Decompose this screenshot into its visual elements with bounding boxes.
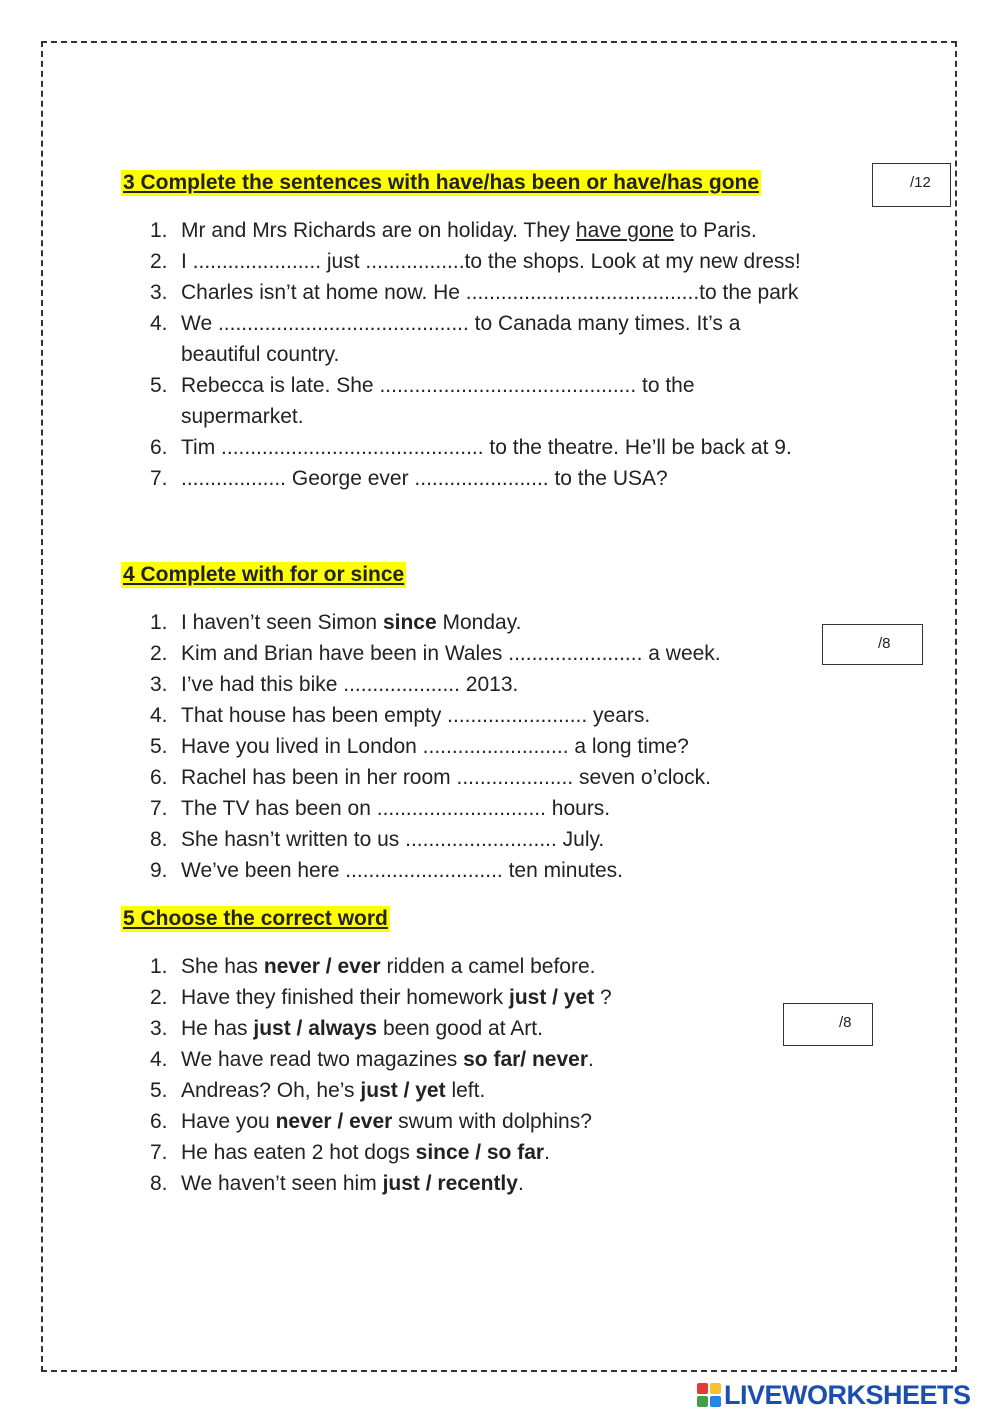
logo-blocks-icon — [696, 1382, 722, 1408]
list-item[interactable]: 2. Have they finished their homework just / yet ? — [150, 986, 612, 1009]
list-item[interactable]: 4. We have read two magazines so far/ never. — [150, 1048, 594, 1071]
list-item[interactable]: 6. Rachel has been in her room .................... seven o’clock. — [150, 766, 711, 789]
word-choice[interactable]: just / recently — [382, 1172, 518, 1195]
section-3-list — [150, 215, 890, 494]
list-item: 1. I haven’t seen Simon since Monday. — [150, 611, 522, 634]
list-item[interactable]: 7. He has eaten 2 hot dogs since / so far. — [150, 1141, 550, 1164]
list-item[interactable]: 3. Charles isn’t at home now. He ........................................to the park — [150, 281, 799, 304]
list-item[interactable]: 4. We ........................................... to Canada many times. It’s a beautiful country. — [150, 312, 741, 366]
list-item[interactable]: 5. Andreas? Oh, he’s just / yet left. — [150, 1079, 486, 1102]
list-item[interactable]: 2. Kim and Brian have been in Wales ....................... a week. — [150, 642, 721, 665]
word-choice[interactable]: just / yet — [360, 1079, 446, 1102]
list-item[interactable]: 7. The TV has been on ............................. hours. — [150, 797, 611, 820]
word-choice[interactable]: since / so far — [415, 1141, 545, 1164]
word-choice[interactable]: so far/ never — [463, 1048, 589, 1071]
section-3-score-box[interactable] — [872, 163, 951, 207]
list-item[interactable]: 8. She hasn’t written to us .......................... July. — [150, 828, 605, 851]
list-item[interactable]: 3. He has just / always been good at Art. — [150, 1017, 543, 1040]
list-item[interactable]: 4. That house has been empty ........................ years. — [150, 704, 651, 727]
logo-text: LIVEWORKSHEETS — [724, 1379, 971, 1410]
example-answer: have gone — [575, 219, 674, 242]
example-answer: since — [382, 611, 437, 634]
section-5-list — [150, 951, 890, 1199]
list-item[interactable]: 9. We’ve been here ........................... ten minutes. — [150, 859, 623, 882]
word-choice[interactable]: just / always — [253, 1017, 378, 1040]
list-item[interactable]: 5. Have you lived in London ......................... a long time? — [150, 735, 689, 758]
liveworksheets-logo[interactable] — [696, 1380, 971, 1410]
list-item[interactable]: 8. We haven’t seen him just / recently. — [150, 1172, 524, 1195]
list-item[interactable]: 6. Tim ............................................. to the theatre. He’ll be back at 9. — [150, 436, 792, 459]
section-5-score: /8 — [839, 1014, 852, 1031]
word-choice[interactable]: never / ever — [275, 1110, 393, 1133]
list-item[interactable]: 1. She has never / ever ridden a camel before. — [150, 955, 596, 978]
list-item[interactable]: 7. .................. George ever ....................... to the USA? — [150, 467, 668, 490]
list-item[interactable]: 3. I’ve had this bike .................... 2013. — [150, 673, 519, 696]
logo-block-yellow — [710, 1383, 721, 1394]
section-4-score: /8 — [878, 635, 891, 652]
logo-block-blue — [710, 1396, 721, 1407]
logo-block-green — [697, 1396, 708, 1407]
list-item[interactable]: 6. Have you never / ever swum with dolphins? — [150, 1110, 592, 1133]
logo-block-red — [697, 1383, 708, 1394]
section-3-score: /12 — [910, 174, 931, 191]
section-5-title: 5 Choose the correct word — [123, 907, 388, 930]
list-item[interactable]: 2. I ...................... just .................to the shops. Look at my new dress! — [150, 250, 801, 273]
section-4-list — [150, 607, 890, 886]
word-choice[interactable]: never / ever — [263, 955, 381, 978]
list-item[interactable]: 5. Rebecca is late. She ............................................ to the supermarket. — [150, 374, 695, 428]
section-4-title: 4 Complete with for or since — [123, 563, 405, 586]
section-3-title: 3 Complete the sentences with have/has been or have/has gone — [123, 171, 760, 194]
word-choice[interactable]: just / yet — [509, 986, 595, 1009]
list-item: 1. Mr and Mrs Richards are on holiday. They have gone to Paris. — [150, 219, 757, 242]
